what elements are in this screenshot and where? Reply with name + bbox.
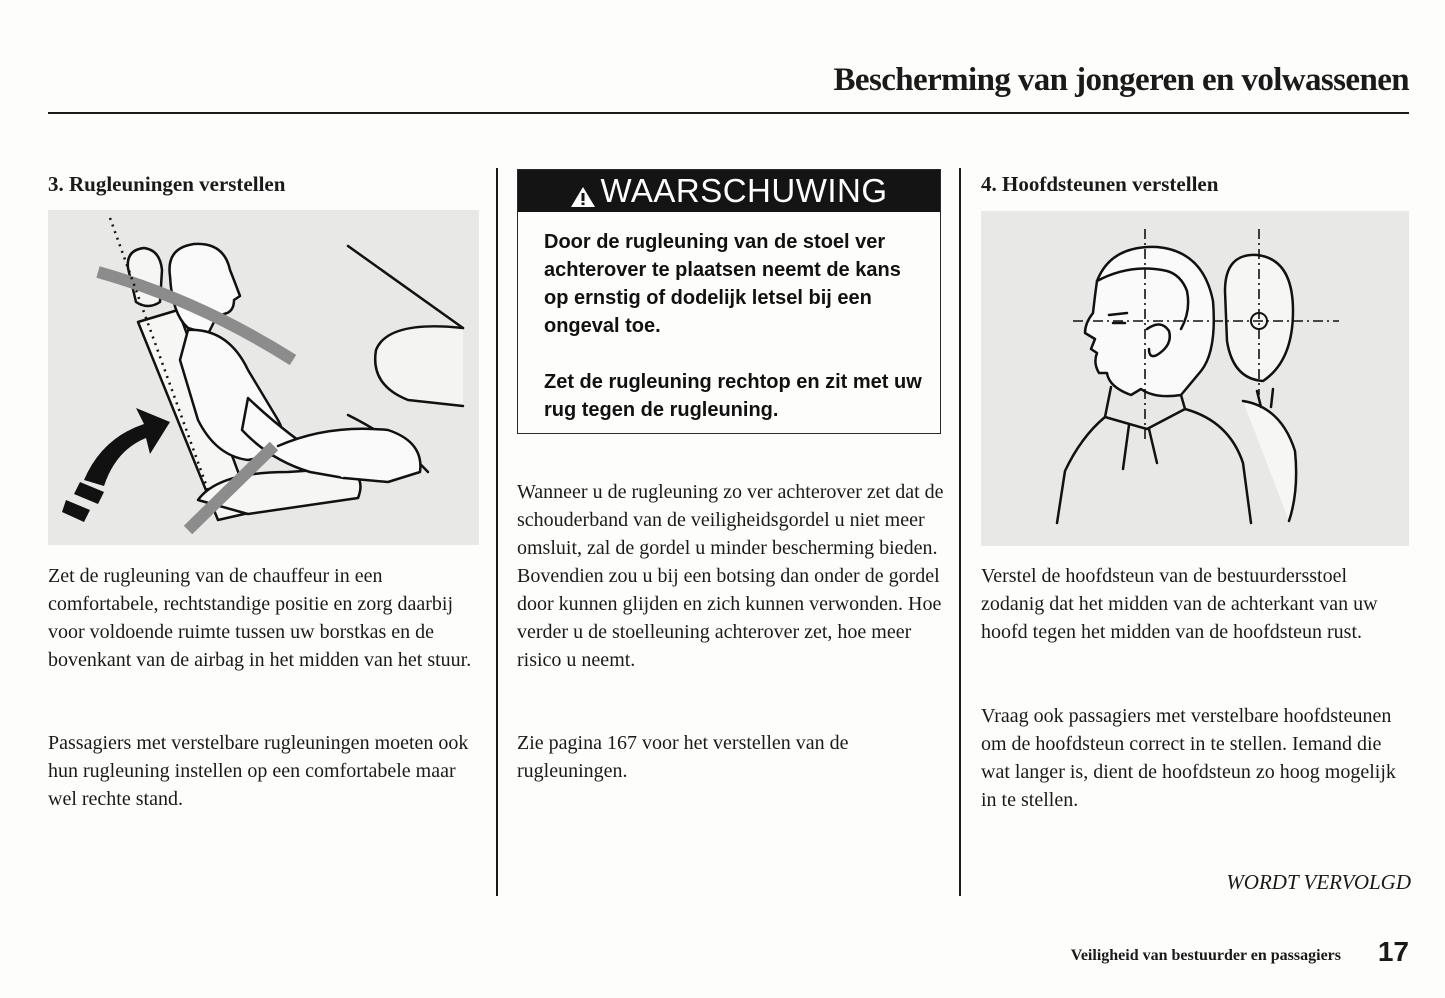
column-divider-right <box>959 168 961 896</box>
section-title-seatback: 3. Rugleuningen verstellen <box>48 172 286 196</box>
warning-box <box>517 169 941 434</box>
middle-paragraph-1: Wanneer u de rugleuning zo ver achterover zet dat de schouderband van de veiligheidsgordel u niet meer omsluit, zal de gordel u minder bescherming bieden. Bovendien zou u bij een botsing dan onder de gordel door kunnen glijden en zich kunnen verwonden. Hoe verder u de stoelleuning achterover zet, hoe meer risico u neemt. <box>517 481 944 671</box>
header-divider <box>48 112 1409 114</box>
column-divider-left <box>496 168 498 896</box>
warning-text-2: Zet de rugleuning rechtop en zit met uw rug tegen de rugleuning. <box>544 371 922 421</box>
warning-heading: WAARSCHUWING <box>600 172 888 209</box>
continued-label: WORDT VERVOLGD <box>1226 870 1411 894</box>
page-number: 17 <box>1377 936 1409 967</box>
warning-heading-bar <box>518 170 940 212</box>
headrest-paragraph-2: Vraag ook passagiers met verstelbare hoofdsteunen om de hoofdsteun correct in te stellen. Iemand die wat langer is, dient de hoofdsteun zo hoog mogelijk in te stellen. <box>981 705 1396 811</box>
warning-triangle-icon <box>570 179 596 203</box>
seatback-paragraph-1: Zet de rugleuning van de chauffeur in een comfortabele, rechtstandige positie en zorg daarbij voor voldoende ruimte tussen uw borstkas en de bovenkant van de airbag in het midden van het stuur. <box>48 565 472 671</box>
page-title: Bescherming van jongeren en volwassenen <box>833 62 1409 98</box>
warning-text-1: Door de rugleuning van de stoel ver achterover te plaatsen neemt de kans op ernstig of dodelijk letsel bij een ongeval toe. <box>544 231 901 337</box>
headrest-illustration <box>981 211 1409 546</box>
middle-paragraph-2: Zie pagina 167 voor het verstellen van de rugleuningen. <box>517 732 849 782</box>
seatback-illustration <box>48 210 479 545</box>
footer-section-label: Veiligheid van bestuurder en passagiers <box>1070 947 1341 964</box>
headrest-paragraph-1: Verstel de hoofdsteun van de bestuurdersstoel zodanig dat het midden van de achterkant van uw hoofd tegen het midden van de hoofdsteun rust. <box>981 565 1378 643</box>
section-title-headrest: 4. Hoofdsteunen verstellen <box>981 172 1219 196</box>
seatback-paragraph-2: Passagiers met verstelbare rugleuningen moeten ook hun rugleuning instellen op een comfortabele maar wel rechte stand. <box>48 732 469 810</box>
